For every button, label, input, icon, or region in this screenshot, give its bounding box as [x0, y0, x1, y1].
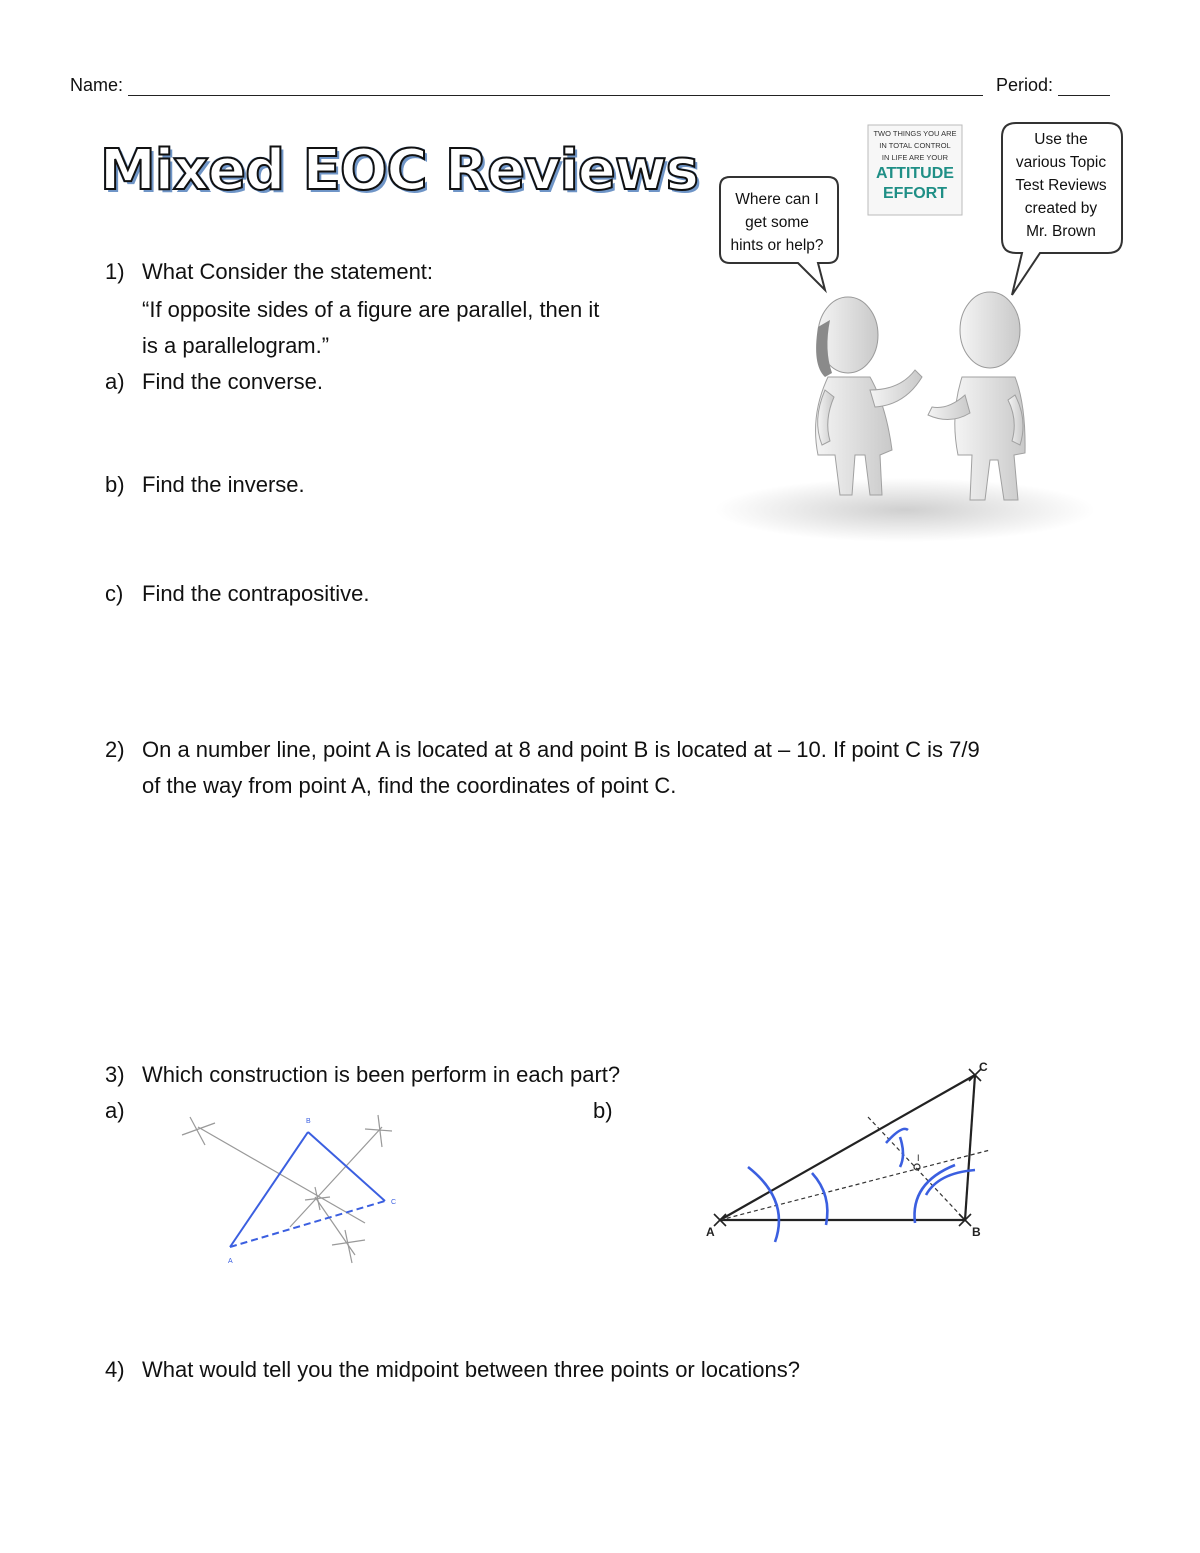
poster-line: TWO THINGS YOU ARE: [873, 129, 957, 138]
bubble-right-line: various Topic: [1015, 154, 1107, 171]
label-b: B: [972, 1225, 981, 1239]
label-b: B: [306, 1118, 311, 1125]
poster-line: IN LIFE ARE YOUR: [881, 153, 949, 162]
name-field[interactable]: [70, 75, 983, 96]
period-field[interactable]: [996, 75, 1110, 96]
part-label: a): [105, 1098, 125, 1123]
part-label: c): [105, 581, 124, 606]
part-label: a): [105, 369, 125, 394]
bubble-right-text: [1002, 128, 1120, 243]
construction-figure-b: [700, 1055, 1000, 1250]
bubble-left-line: Where can I: [735, 191, 819, 208]
question-text: of the way from point A, find the coordinates of point C.: [142, 773, 677, 798]
bubble-right-line: Use the: [1034, 131, 1088, 148]
question-4: [0, 1352, 1200, 1392]
bubble-left-line: hints or help?: [730, 237, 824, 254]
question-number: 1): [105, 259, 125, 284]
label-c: C: [391, 1199, 397, 1206]
question-text: is a parallelogram.”: [142, 333, 330, 358]
label-i: I: [917, 1153, 920, 1163]
question-text: “If opposite sides of a figure are parallel, then it: [142, 297, 600, 322]
question-text: What would tell you the midpoint between three points or locations?: [142, 1357, 800, 1382]
question-number: 4): [105, 1357, 125, 1382]
period-line[interactable]: [1058, 75, 1110, 96]
label-c: C: [979, 1060, 988, 1074]
label-a: A: [706, 1225, 715, 1239]
period-label: Period:: [996, 75, 1054, 95]
part-text: Find the inverse.: [142, 472, 305, 497]
question-text: Which construction is been perform in each part?: [142, 1062, 621, 1087]
man-figure: [928, 292, 1025, 500]
question-2: [0, 732, 1200, 812]
question-text: On a number line, point A is located at 8 and point B is located at – 10. If point C is 7/9: [142, 737, 980, 762]
construction-figure-a: [160, 1105, 410, 1275]
bubble-right-line: Test Reviews: [1015, 177, 1107, 194]
poster-text: [868, 128, 962, 204]
part-label: b): [105, 472, 125, 497]
bubble-right-line: created by: [1024, 200, 1098, 217]
poster-attitude: ATTITUDE: [876, 165, 954, 182]
poster-effort: EFFORT: [883, 185, 947, 202]
question-number: 2): [105, 737, 125, 762]
woman-figure: [816, 297, 922, 495]
question-text: What Consider the statement:: [142, 259, 434, 284]
part-text: Find the converse.: [142, 369, 323, 394]
question-1: [0, 254, 700, 634]
bubble-right-line: Mr. Brown: [1026, 223, 1096, 240]
name-label: Name:: [70, 75, 124, 95]
part-text: Find the contrapositive.: [142, 581, 370, 606]
question-number: 3): [105, 1062, 125, 1087]
poster-line: IN TOTAL CONTROL: [879, 141, 951, 150]
label-a: A: [228, 1258, 233, 1265]
bubble-left-text: [720, 188, 834, 257]
bubble-left-line: get some: [745, 214, 809, 231]
page-title: Mixed EOC Reviews: [100, 138, 698, 203]
part-label: b): [593, 1098, 613, 1123]
name-line[interactable]: [128, 75, 983, 96]
